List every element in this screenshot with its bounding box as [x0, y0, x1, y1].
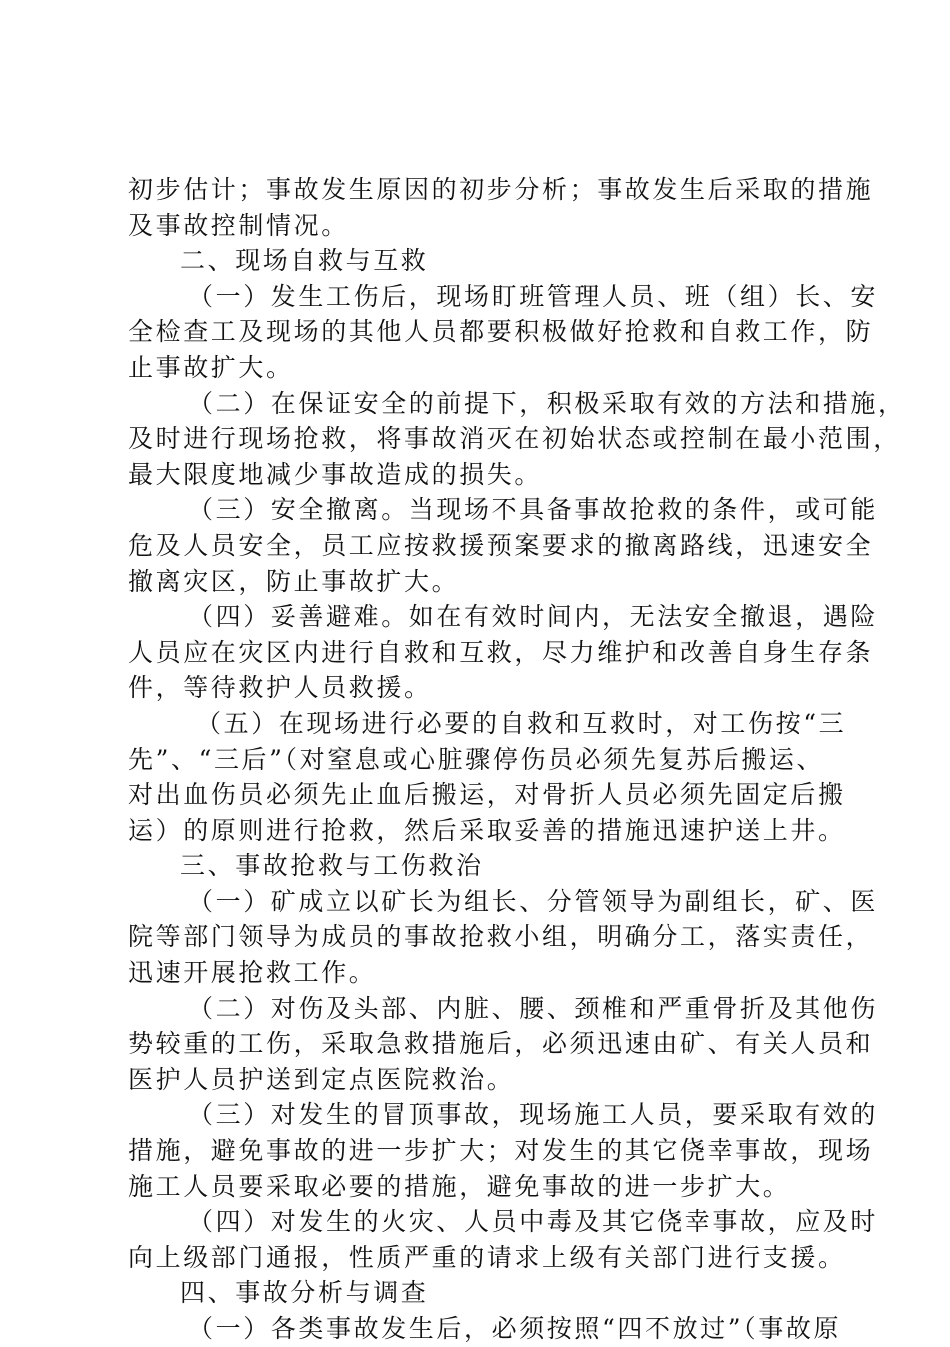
- section-heading: 三、事故抢救与工伤救治: [180, 851, 484, 881]
- text-line: 院等部门领导为成员的事故抢救小组，明确分工，落实责任，: [128, 922, 874, 952]
- paragraph-start: （一）矿成立以矿长为组长、分管领导为副组长，矿、医: [188, 886, 879, 916]
- text-line: 撤离灾区，防止事故扩大。: [128, 566, 460, 596]
- text-line: 措施，避免事故的进一步扩大；对发生的其它侥幸事故，现场: [128, 1136, 874, 1166]
- text-line: 向上级部门通报，性质严重的请求上级有关部门进行支援。: [128, 1242, 846, 1272]
- document-body: [128, 172, 906, 1347]
- text-line: 及事故控制情况。: [128, 210, 349, 240]
- text-line: 运）的原则进行抢救，然后采取妥善的措施迅速护送上井。: [128, 815, 846, 845]
- text-line: 及时进行现场抢救，将事故消灭在初始状态或控制在最小范围，: [128, 424, 901, 454]
- paragraph-start: （一）各类事故发生后，必须按照“四不放过”（事故原: [188, 1314, 842, 1343]
- text-line: 最大限度地减少事故造成的损失。: [128, 459, 543, 489]
- paragraph-start: （四）妥善避难。如在有效时间内，无法安全撤退，遇险: [188, 602, 879, 632]
- paragraph-start: （四）对发生的火灾、人员中毒及其它侥幸事故，应及时: [188, 1207, 879, 1237]
- paragraph-start: （二）对伤及头部、内脏、腰、颈椎和严重骨折及其他伤: [188, 993, 879, 1023]
- text-line: 人员应在灾区内进行自救和互救，尽力维护和改善自身生存条: [128, 637, 874, 667]
- paragraph-start: （一）发生工伤后，现场盯班管理人员、班（组）长、安: [188, 281, 879, 311]
- text-line: 施工人员要采取必要的措施，避免事故的进一步扩大。: [128, 1171, 791, 1201]
- section-heading: 四、事故分析与调查: [180, 1278, 429, 1308]
- text-line: 危及人员安全，员工应按救援预案要求的撤离路线，迅速安全: [128, 530, 874, 560]
- text-line: 势较重的工伤，采取急救措施后，必须迅速由矿、有关人员和: [128, 1029, 874, 1059]
- text-line: 初步估计；事故发生原因的初步分析；事故发生后采取的措施: [128, 175, 874, 204]
- text-line: 全检查工及现场的其他人员都要积极做好抢救和自救工作，防: [128, 317, 874, 347]
- section-heading: 二、现场自救与互救: [180, 246, 429, 276]
- text-line: 医护人员护送到定点医院救治。: [128, 1064, 515, 1094]
- paragraph-start: （二）在保证安全的前提下，积极采取有效的方法和措施，: [188, 388, 906, 418]
- text-line: 先”、“三后”（对窒息或心脏骤停伤员必须先复苏后搬运、: [128, 744, 825, 774]
- text-line: 迅速开展抢救工作。: [128, 958, 377, 988]
- paragraph-start: （五）在现场进行必要的自救和互救时，对工伤按“三: [196, 708, 847, 738]
- text-line: 件，等待救护人员救援。: [128, 673, 432, 703]
- paragraph-start: （三）对发生的冒顶事故，现场施工人员，要采取有效的: [188, 1100, 879, 1130]
- text-line: 止事故扩大。: [128, 352, 294, 382]
- text-line: 对出血伤员必须先止血后搬运，对骨折人员必须先固定后搬: [128, 780, 846, 810]
- paragraph-start: （三）安全撤离。当现场不具备事故抢救的条件，或可能: [188, 495, 879, 525]
